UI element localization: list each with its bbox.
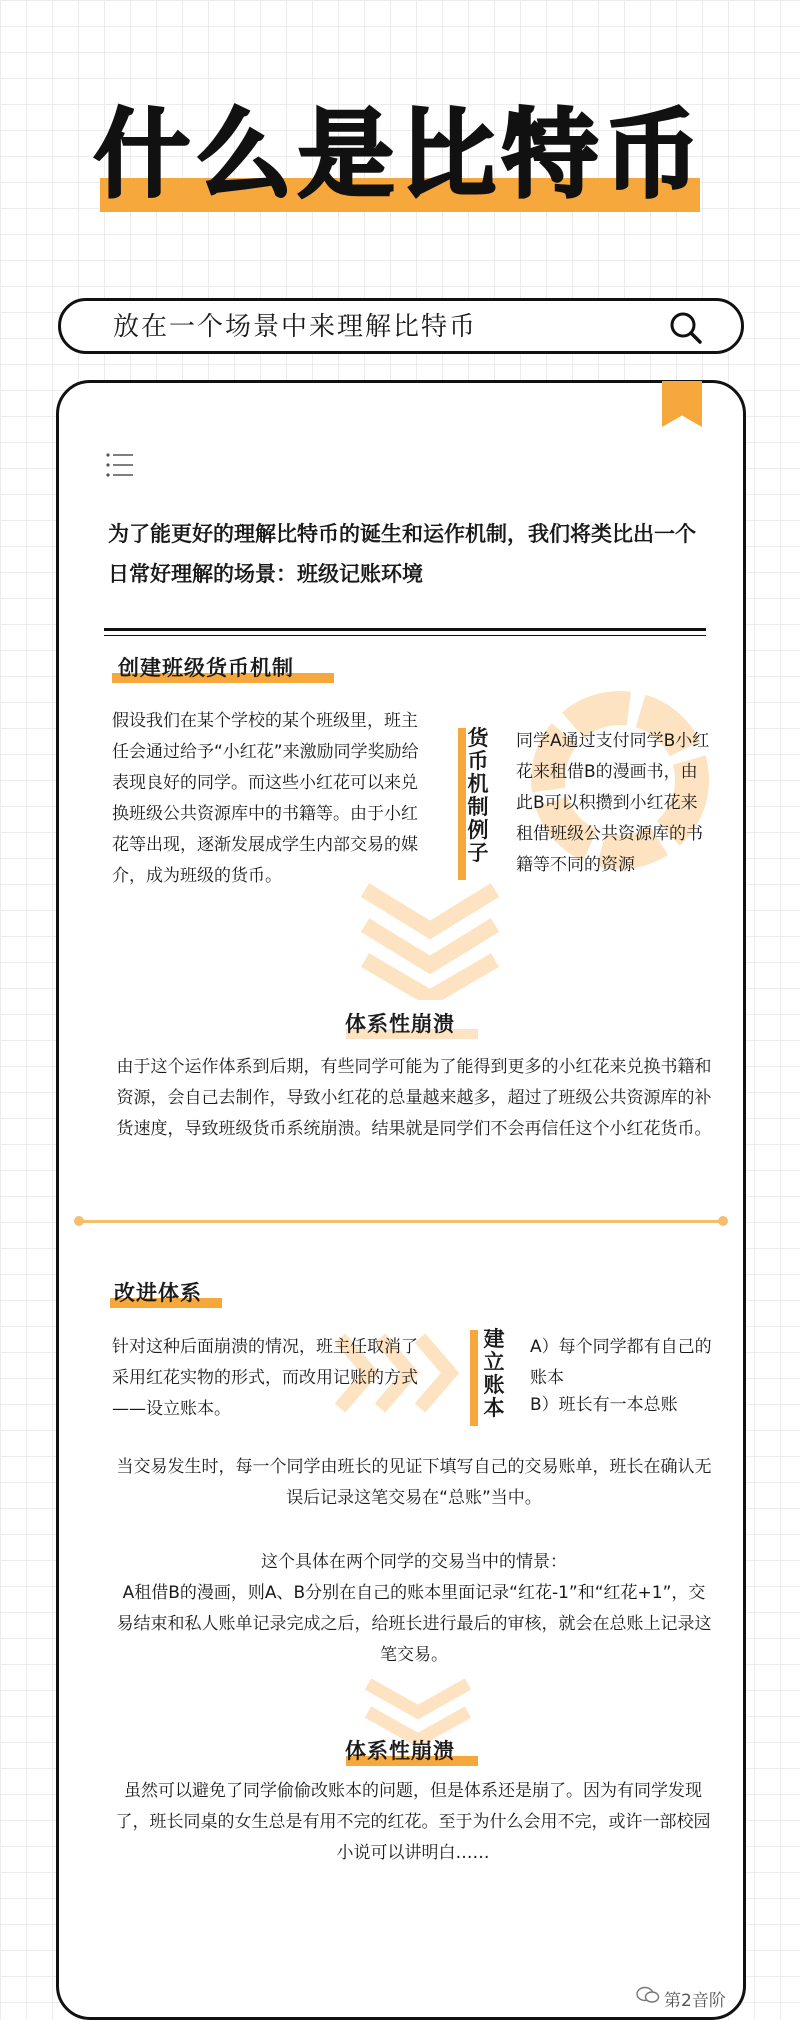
- list-icon: [106, 452, 134, 478]
- page-title: 什么是比特币: [94, 99, 706, 211]
- section2-title: 改进体系: [114, 1281, 202, 1305]
- section2-side-bar: [470, 1330, 478, 1426]
- chevron-decoration-1: [355, 880, 505, 1000]
- double-rule-bottom: [104, 635, 706, 636]
- collapse2-body: 虽然可以避免了同学偷偷改账本的问题，但是体系还是崩了。因为有同学发现了，班长同桌的女生总是有用不完的红花。至于为什么会用不完，或许一部校园小说可以讲明白……: [115, 1781, 711, 1863]
- section2-para2: A租借B的漫画，则A、B分别在自己的账本里面记录“红花-1”和“红花+1”，交易结束和私人账单记录完成之后，给班长进行最后的审核，就会在总账上记录这笔交易。: [116, 1583, 712, 1665]
- wechat-icon: [636, 1986, 660, 2004]
- divider-dot-right: [718, 1216, 728, 1226]
- section2-para1: 当交易发生时，每一个同学由班长的见证下填写自己的交易账单，班长在确认无误后记录这笔交易在“总账”当中。: [116, 1457, 712, 1508]
- collapse1-title: 体系性崩溃: [345, 1012, 455, 1036]
- section1-side-label: 货币机制例子: [467, 726, 489, 865]
- search-text: 放在一个场景中来理解比特币: [113, 312, 478, 342]
- section2-side-item-a: A）每个同学都有自己的账本: [530, 1337, 712, 1388]
- content-card: [56, 380, 746, 2020]
- divider-dot-left: [74, 1216, 84, 1226]
- collapse2-title: 体系性崩溃: [345, 1739, 455, 1763]
- double-rule-top: [104, 628, 706, 631]
- section2-body: 针对这种后面崩溃的情况，班主任取消了采用红花实物的形式，而改用记账的方式——设立账本。: [112, 1337, 418, 1419]
- collapse1-body: 由于这个运作体系到后期，有些同学可能为了能得到更多的小红花来兑换书籍和资源，会自己去制作，导致小红花的总量越来越多，超过了班级公共资源库的补货速度，导致班级货币系统崩溃。结果就是同学们不会再信任这个小红花货币。: [116, 1057, 712, 1139]
- section1-title: 创建班级货币机制: [118, 656, 294, 680]
- section2-side-label: 建立账本: [483, 1327, 505, 1420]
- intro-text: 为了能更好的理解比特币的诞生和运作机制，我们将类比出一个日常好理解的场景：班级记账环境: [108, 522, 696, 586]
- section2-para2-title: 这个具体在两个同学的交易当中的情景：: [261, 1552, 567, 1572]
- section-divider: [78, 1220, 724, 1223]
- search-bar[interactable]: [58, 298, 744, 354]
- section1-body: 假设我们在某个学校的某个班级里，班主任会通过给予“小红花”来激励同学奖励给表现良好的同学。而这些小红花可以来兑换班级公共资源库中的书籍等。由于小红花等出现，逐渐发展成学生内部交易的媒介，成为班级的货币。: [112, 711, 419, 886]
- watermark-text: 第2音阶: [664, 1991, 726, 2011]
- section2-side-item-b: B）班长有一本总账: [530, 1395, 678, 1415]
- section1-side-text: 同学A通过支付同学B小红花来租借B的漫画书，由此B可以积攒到小红花来租借班级公共资源库的书籍等不同的资源: [516, 731, 710, 875]
- search-icon[interactable]: [669, 311, 703, 345]
- section1-side-bar: [458, 728, 466, 880]
